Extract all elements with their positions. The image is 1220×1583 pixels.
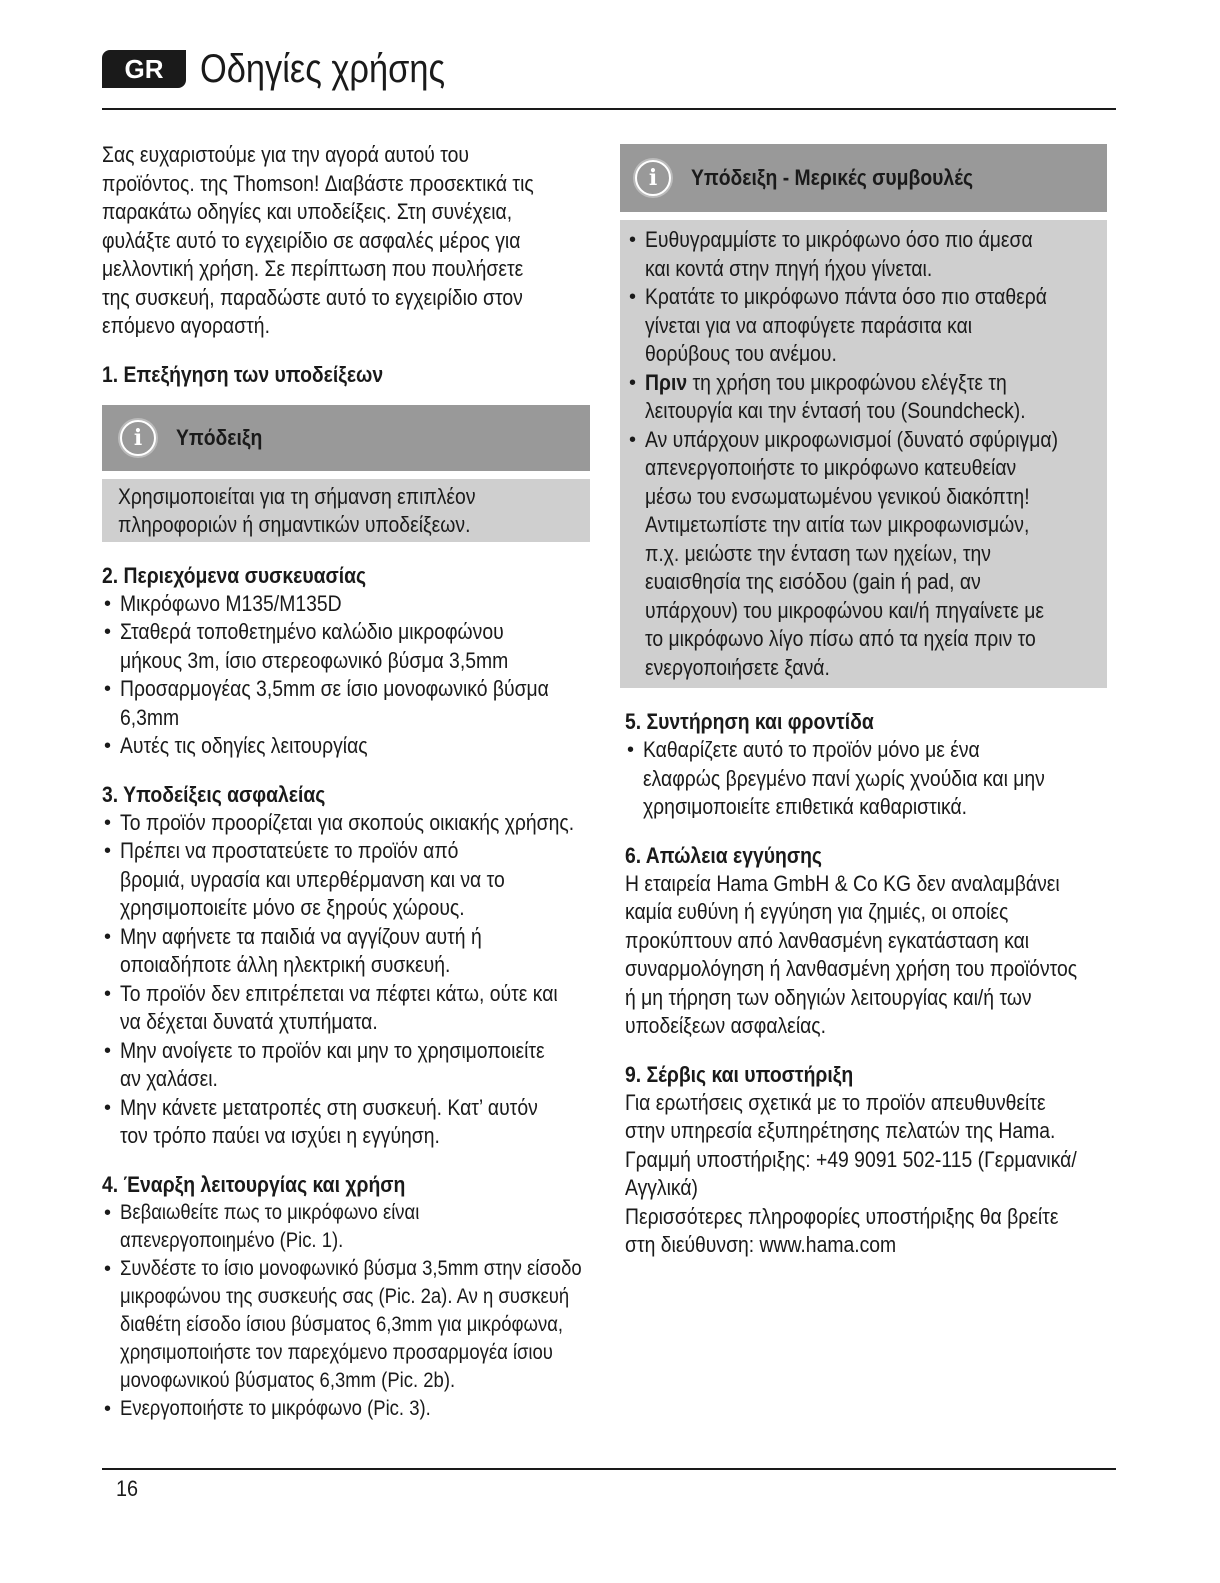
list-item: • Μικρόφωνο M135/M135D bbox=[102, 590, 596, 619]
care-list bbox=[625, 736, 1119, 822]
note-box-title: Υπόδειξη bbox=[176, 424, 263, 450]
service-text: Για ερωτήσεις σχετικά με το προϊόν απευθυνθείτε στην υπηρεσία εξυπηρέτησης πελατών της Hama. Γραμμή υποστήριξης: +49 9091 502-115 (Γερμανικά/ Αγγλικά) Περισσότερες πληροφορίες υποστήριξης θα βρείτε στη διεύθυνση: www.hama.com bbox=[625, 1089, 1077, 1257]
list-item: • Ενεργοποιήστε το μικρόφωνο (Pic. 3). bbox=[102, 1395, 596, 1423]
list-item: • Αν υπάρχουν μικροφωνισμοί (δυνατό σφύριγμα) απενεργοποιήστε το μικρόφωνο κατευθείαν μέσω του ενσωματωμένου γενικού διακόπτη! Αντιμετωπίστε την αιτία των μικροφωνισμών, π.χ. μειώστε την ένταση των ηχείων, την ευαισθησία της εισόδου (gain ή pad, αν υπάρχουν) του μικροφώνου και/ή πηγαίνετε με το μικρόφωνο λίγο πίσω από τα ηχεία πριν το ενεργοποιήσετε ξανά. bbox=[627, 426, 1101, 683]
left-column bbox=[102, 141, 596, 1423]
list-item: • Μην αφήνετε τα παιδιά να αγγίζουν αυτή ή οποιαδήποτε άλλη ηλεκτρική συσκευή. bbox=[102, 923, 596, 980]
list-item: • Μην ανοίγετε το προϊόν και μην το χρησιμοποιείτε αν χαλάσει. bbox=[102, 1037, 596, 1094]
operation-list bbox=[102, 1199, 596, 1423]
tips-list bbox=[627, 226, 1101, 682]
tips-box-title: Υπόδειξη - Μερικές συμβουλές bbox=[691, 165, 974, 190]
package-contents-list bbox=[102, 590, 596, 761]
section-9-heading: 9. Σέρβις και υποστήριξη bbox=[625, 1061, 854, 1087]
section-3-heading: 3. Υποδείξεις ασφαλείας bbox=[102, 781, 326, 807]
page-number: 16 bbox=[116, 1476, 139, 1501]
header-rule bbox=[102, 108, 1116, 110]
warranty-text: Η εταιρεία Hama GmbH & Co KG δεν αναλαμβάνει καμία ευθύνη ή εγγύηση για ζημιές, οι οποίες προκύπτουν από λανθασμένη εγκατάσταση και συναρμολόγηση ή λανθασμένη χρήση του προϊόντος ή μη τήρηση των οδηγιών λειτουργίας και/ή των υποδείξεων ασφαλείας. bbox=[625, 870, 1078, 1038]
section-1-heading: 1. Επεξήγηση των υποδείξεων bbox=[102, 361, 384, 387]
list-item: • Σταθερά τοποθετημένο καλώδιο μικροφώνου μήκους 3m, ίσιο στερεοφωνικό βύσμα 3,5mm bbox=[102, 618, 596, 675]
section-2-heading: 2. Περιεχόμενα συσκευασίας bbox=[102, 562, 367, 588]
list-item: • Ευθυγραμμίστε το μικρόφωνο όσο πιο άμεσα και κοντά στην πηγή ήχου γίνεται. bbox=[627, 226, 1101, 283]
section-5-heading: 5. Συντήρηση και φροντίδα bbox=[625, 709, 874, 734]
list-item: • Το προϊόν προορίζεται για σκοπούς οικιακής χρήσης. bbox=[102, 809, 596, 838]
list-item: • Βεβαιωθείτε πως το μικρόφωνο είναι απενεργοποιημένο (Pic. 1). bbox=[102, 1199, 596, 1255]
note-box bbox=[102, 405, 590, 542]
intro-text: Σας ευχαριστούμε για την αγορά αυτού του προϊόντος. της Thomson! Διαβάστε προσεκτικά τις παρακάτω οδηγίες και υποδείξεις. Στη συνέχεια, φυλάξτε αυτό το εγχειρίδιο σε ασφαλές μέρος για μελλοντική χρήση. Σε περίπτωση που πουλήσετε της συσκευή, παραδώστε αυτό το εγχειρίδιο στον επόμενο αγοραστή. bbox=[102, 142, 534, 338]
right-column bbox=[625, 144, 1119, 1260]
footer-rule bbox=[102, 1468, 1116, 1470]
section-4-heading: 4. Έναρξη λειτουργίας και χρήση bbox=[102, 1171, 406, 1197]
safety-list bbox=[102, 809, 596, 1151]
page-title: Οδηγίες χρήσης bbox=[200, 46, 446, 91]
list-item: • Αυτές τις οδηγίες λειτουργίας bbox=[102, 732, 596, 761]
note-box-text: Χρησιμοποιείται για τη σήμανση επιπλέον πληροφοριών ή σημαντικών υποδείξεων. bbox=[118, 483, 476, 537]
page-header bbox=[102, 44, 485, 94]
tips-box-body bbox=[620, 220, 1107, 688]
tips-box bbox=[625, 144, 1107, 688]
list-item: • Μην κάνετε μετατροπές στη συσκευή. Κατ’ αυτόν τον τρόπο παύει να ισχύει η εγγύηση. bbox=[102, 1094, 596, 1151]
info-icon: i bbox=[635, 160, 671, 196]
list-item: • Κρατάτε το μικρόφωνο πάντα όσο πιο σταθερά γίνεται για να αποφύγετε παράσιτα και θορύβους του ανέμου. bbox=[627, 283, 1101, 369]
note-box-body bbox=[102, 479, 590, 542]
info-icon: i bbox=[120, 420, 156, 456]
language-badge: GR bbox=[102, 50, 186, 88]
section-6-heading: 6. Απώλεια εγγύησης bbox=[625, 842, 822, 868]
note-box-header bbox=[102, 405, 590, 471]
list-item: • Προσαρμογέας 3,5mm σε ίσιο μονοφωνικό βύσμα 6,3mm bbox=[102, 675, 596, 732]
list-item: • Συνδέστε το ίσιο μονοφωνικό βύσμα 3,5mm στην είσοδο μικροφώνου της συσκευής σας (Pic. 2a). Αν η συσκευή διαθέτη είσοδο ίσιου βύσματος 6,3mm για μικρόφωνα, χρησιμοποιήστε τον παρεχόμενο προσαρμογέα ίσιου μονοφωνικού βύσματος 6,3mm (Pic. 2b). bbox=[102, 1255, 596, 1395]
list-item: • Πρέπει να προστατεύετε το προϊόν από βρομιά, υγρασία και υπερθέρμανση και να το χρησιμοποιείτε μόνο σε ξηρούς χώρους. bbox=[102, 837, 596, 923]
list-item: • Το προϊόν δεν επιτρέπεται να πέφτει κάτω, ούτε και να δέχεται δυνατά χτυπήματα. bbox=[102, 980, 596, 1037]
list-item: • Καθαρίζετε αυτό το προϊόν μόνο με ένα ελαφρώς βρεγμένο πανί χωρίς χνούδια και μην χρησιμοποιείτε επιθετικά καθαριστικά. bbox=[625, 736, 1119, 822]
tips-box-header bbox=[620, 144, 1107, 212]
list-item: • Πριν τη χρήση του μικροφώνου ελέγξτε τη λειτουργία και την έντασή του (Soundcheck). bbox=[627, 369, 1101, 426]
